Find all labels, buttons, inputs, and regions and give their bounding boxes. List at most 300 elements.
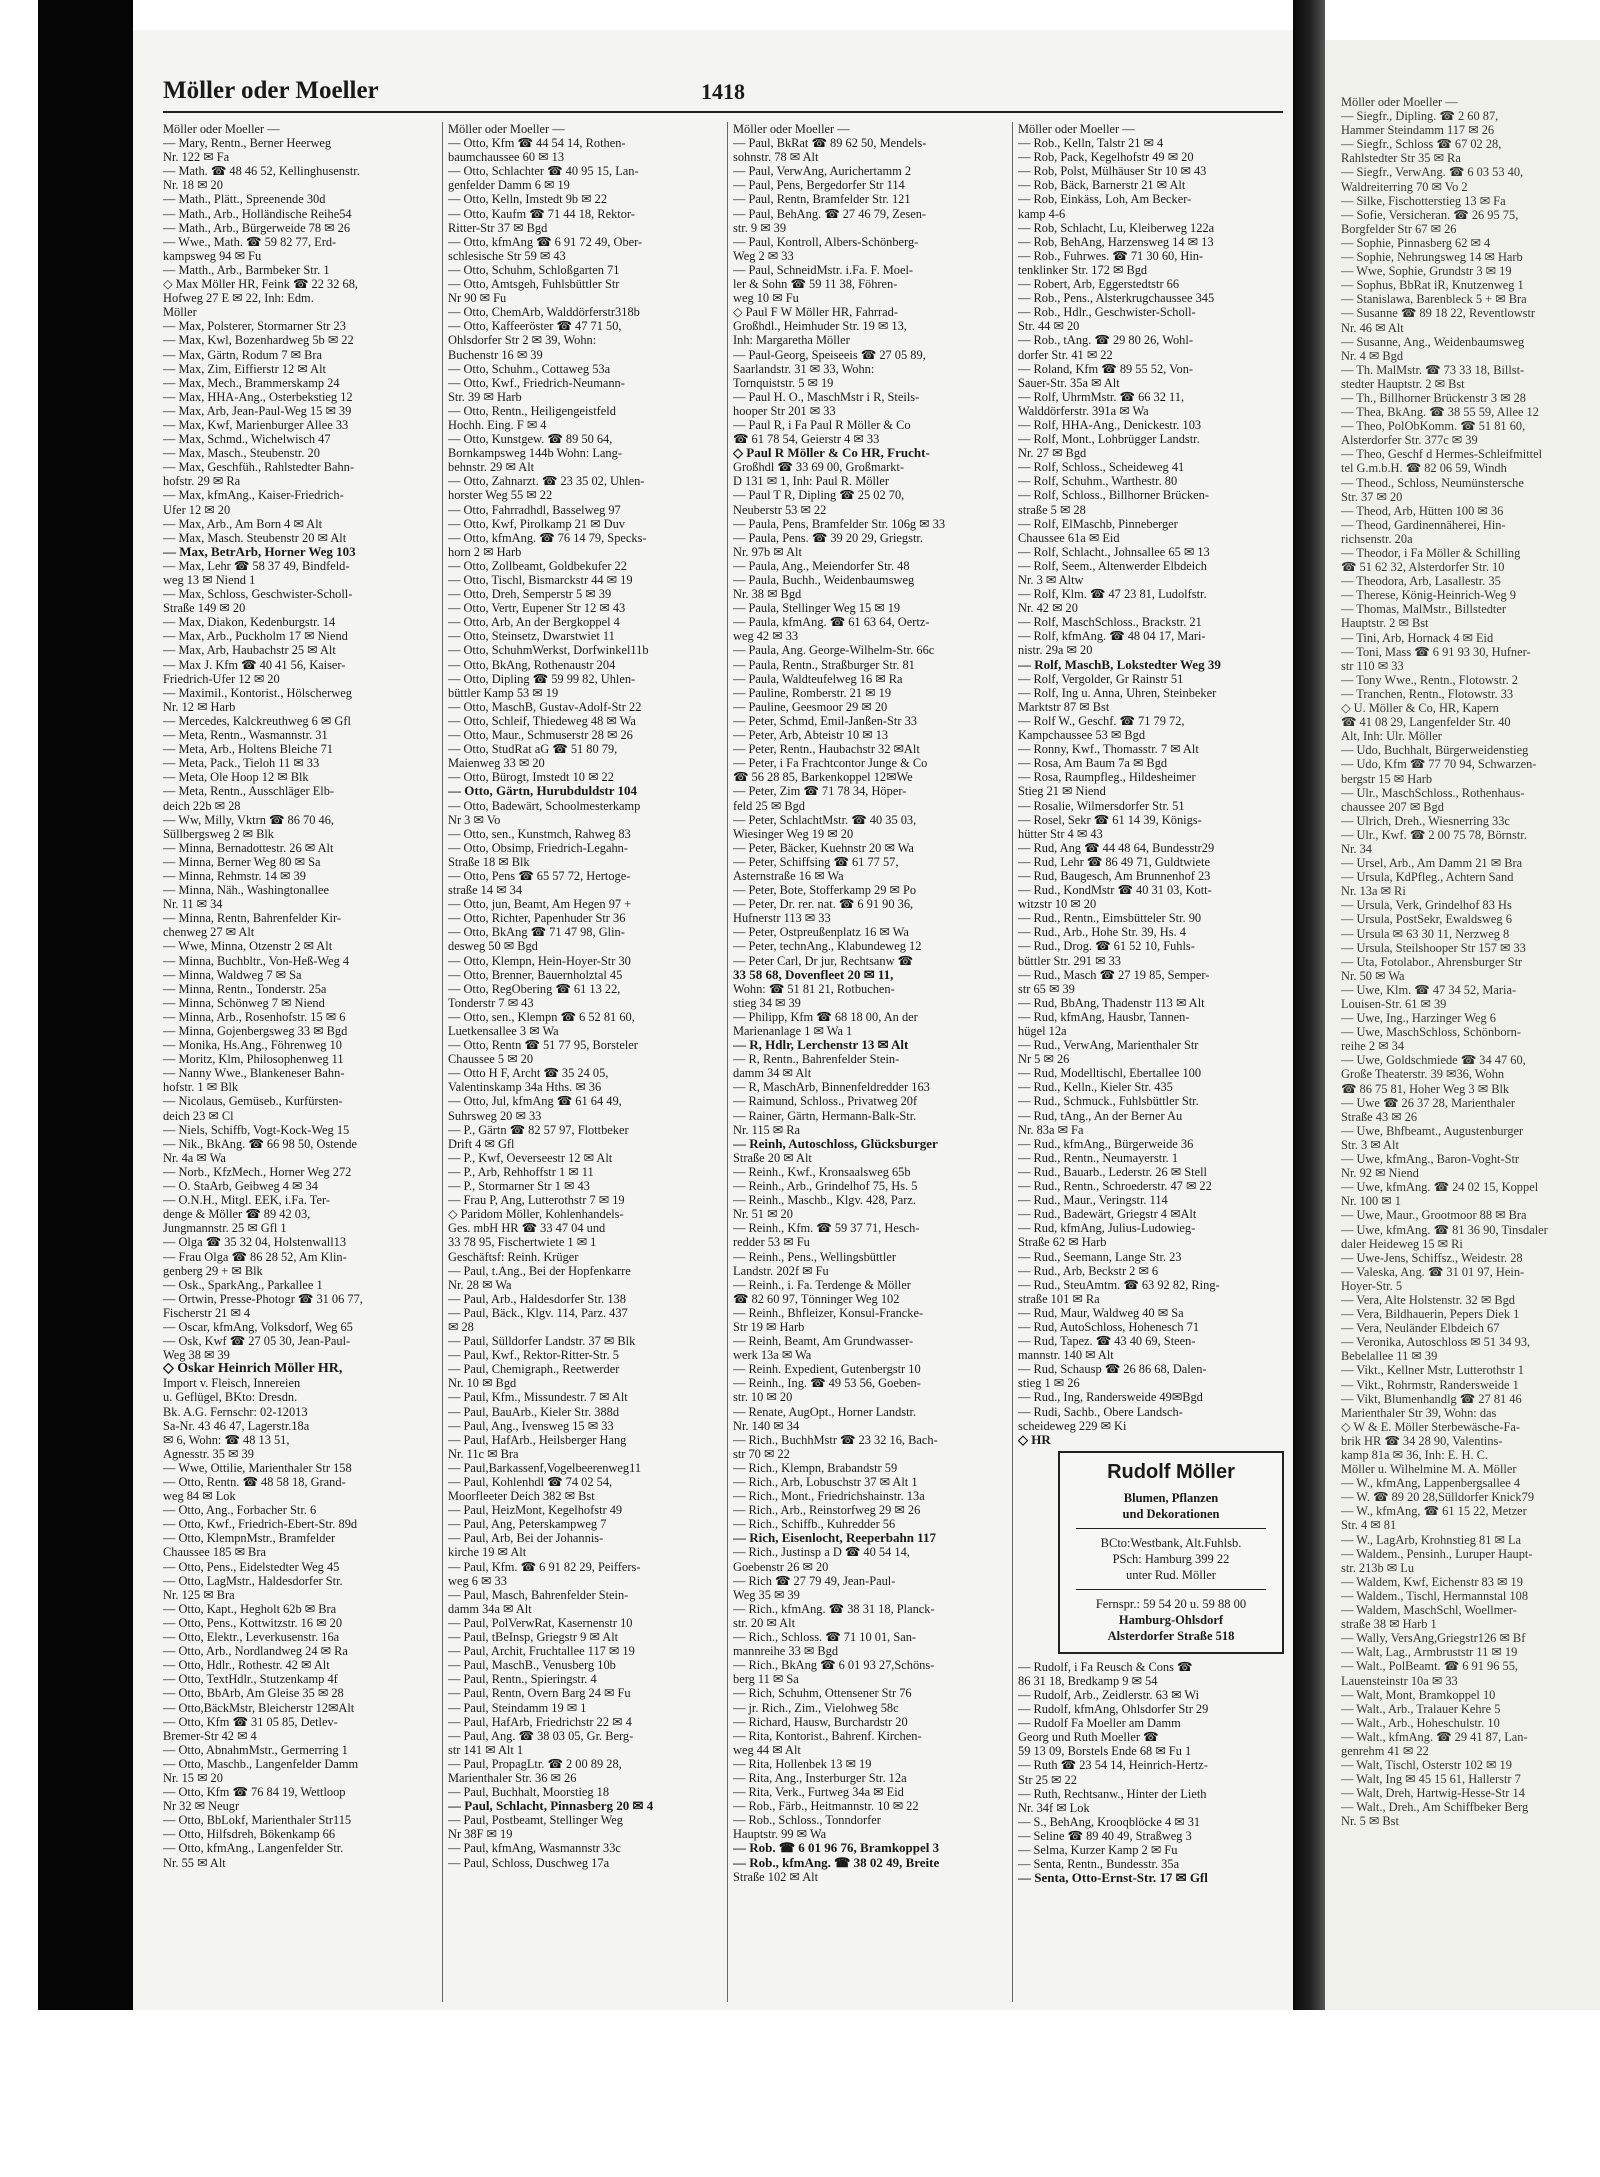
- ad-marker: ◇ HR: [1018, 1432, 1051, 1447]
- directory-entry-line: — Rob., Schloss., Tonndorfer: [733, 1813, 881, 1828]
- next-page-entry-line: — Walt, Mont, Bramkoppel 10: [1341, 1687, 1496, 1702]
- directory-entry-line: — Paul, Ang, Peterskampweg 7: [448, 1517, 607, 1532]
- directory-entry-line: Str 19 ✉ Harb: [733, 1319, 805, 1334]
- directory-entry-line: ✉ 28: [448, 1319, 474, 1334]
- directory-entry-line: — Peter, SchlachtMstr. ☎ 40 35 03,: [733, 812, 917, 827]
- ad-divider: [1076, 1528, 1266, 1529]
- directory-entry-line: sohnstr. 78 ✉ Alt: [733, 150, 819, 165]
- directory-entry-line: — Rich., Mont., Friedrichshainstr. 13a: [733, 1489, 925, 1504]
- next-page-entry-line: — Stanislawa, Barenbleck 5 + ✉ Bra: [1341, 292, 1527, 307]
- directory-entry-line: — Max, Lehr ☎ 58 37 49, Bindfeld-: [163, 558, 350, 573]
- directory-entry-line: — Rob, Schlacht, Lu, Kleiberweg 122a: [1018, 220, 1215, 235]
- directory-entry-line: tenklinker Str. 172 ✉ Bgd: [1018, 262, 1148, 277]
- directory-entry-line: — Max, Arb., Puckholm 17 ✉ Niend: [163, 629, 348, 644]
- directory-entry-line: stieg 34 ✉ 39: [733, 995, 801, 1010]
- next-page-entry-line: — Uwe, kfmAng. ☎ 81 36 90, Tinsdaler: [1341, 1222, 1548, 1237]
- directory-entry-line: Hufnerstr 113 ✉ 33: [733, 911, 831, 926]
- directory-entry-line: Nr. 42 ✉ 20: [1018, 601, 1078, 616]
- directory-entry-line: mannstr. 140 ✉ Alt: [1018, 1348, 1114, 1363]
- directory-entry-line: — Max, Gärtn, Rodum 7 ✉ Bra: [163, 347, 323, 362]
- directory-entry-line: — Otto, BkAng ☎ 71 47 98, Glin-: [448, 925, 625, 940]
- directory-entry-line: — Meta, Rentn., Ausschläger Elb-: [163, 784, 335, 799]
- directory-entry-line: — Rosa, Raumpfleg., Hildesheimer: [1018, 770, 1196, 785]
- next-page-entry-line: — Udo, Kfm ☎ 77 70 94, Schwarzen-: [1341, 757, 1537, 772]
- directory-entry-line: — Paul, MaschB., Venusberg 10b: [448, 1658, 616, 1673]
- directory-entry-line: Nr. 18 ✉ 20: [163, 178, 223, 193]
- next-page-entry-line: — Theo, PolObKomm. ☎ 51 81 60,: [1341, 419, 1526, 434]
- directory-entry-line: — Reinh, Beamt, Am Grundwasser-: [733, 1334, 914, 1349]
- directory-entry-line: — Paul, Postbeamt, Stellinger Weg: [448, 1813, 623, 1828]
- directory-entry-line: — Rich., kfmAng. ☎ 38 31 18, Planck-: [733, 1601, 935, 1616]
- directory-entry-line: — Minna, Arb., Rosenhofstr. 15 ✉ 6: [163, 1009, 346, 1024]
- directory-entry-line: Import v. Fleisch, Innereien: [163, 1376, 301, 1391]
- next-page-entry-line: bergstr 15 ✉ Harb: [1341, 771, 1433, 786]
- directory-entry-line: Kampchaussee 53 ✉ Bgd: [1018, 728, 1146, 743]
- directory-entry-line: u. Geflügel, BKto: Dresdn.: [163, 1390, 298, 1405]
- directory-entry-line: — R, MaschArb, Binnenfeldredder 163: [733, 1080, 930, 1095]
- directory-entry-line: Großhdl., Heimhuder Str. 19 ✉ 13,: [733, 319, 907, 334]
- next-page-entry-line: stedter Hauptstr. 2 ✉ Bst: [1341, 376, 1465, 391]
- directory-entry-line: — Paul, Rentn, Overn Barg 24 ✉ Fu: [448, 1686, 631, 1701]
- directory-entry-line: nistr. 29a ✉ 20: [1018, 643, 1093, 658]
- directory-entry-line: — Robert, Arb, Eggerstedtstr 66: [1018, 277, 1180, 292]
- next-page-entry-line: — Sophus, BbRat iR, Knutzenweg 1: [1341, 278, 1524, 293]
- directory-entry-line: — Otto, ChemArb, Walddörferstr318b: [448, 305, 640, 320]
- directory-entry-line: — Senta, Otto-Ernst-Str. 17 ✉ Gfl: [1018, 1871, 1208, 1886]
- next-page-entry-line: — Siegfr., VerwAng. ☎ 6 03 53 40,: [1341, 165, 1524, 180]
- directory-entry-line: — Ruth ☎ 23 54 14, Heinrich-Hertz-: [1018, 1758, 1208, 1773]
- next-page-entry-line: — Ulr., Kwf. ☎ 2 00 75 78, Börnstr.: [1341, 827, 1527, 842]
- directory-entry-line: kamp 4-6: [1018, 206, 1066, 221]
- directory-entry-line: Sa-Nr. 43 46 47, Lagerstr.18a: [163, 1418, 310, 1433]
- directory-entry-line: — Rolf, MaschB, Lokstedter Weg 39: [1018, 657, 1221, 672]
- directory-entry-line: — Reinh., Kwf., Kronsaalsweg 65b: [733, 1164, 911, 1179]
- next-page-entry-line: — Theod, Gardinennäherei, Hin-: [1341, 517, 1506, 532]
- directory-entry-line: — Otto, Zollbeamt, Goldbekufer 22: [448, 558, 627, 573]
- directory-entry-line: — Rita, Ang., Insterburger Str. 12a: [733, 1770, 907, 1785]
- directory-entry-line: — Rob., Kelln, Talstr 21 ✉ 4: [1018, 136, 1164, 151]
- directory-entry-line: — Max, Schmd., Wichelwisch 47: [163, 432, 331, 447]
- directory-entry-line: — Rolf, Mont., Lohbrügger Landstr.: [1018, 432, 1200, 447]
- next-page-entry-line: — Tranchen, Rentn., Flotowstr. 33: [1341, 686, 1514, 701]
- directory-entry-line: — Reinh. Expedient, Gutenbergstr 10: [733, 1362, 921, 1377]
- directory-entry-line: — Rolf W., Geschf. ☎ 71 79 72,: [1018, 713, 1185, 728]
- next-page-entry-line: Str. 3 ✉ Alt: [1341, 1137, 1399, 1152]
- directory-entry-line: — Max, Arb, Haubachstr 25 ✉ Alt: [163, 643, 336, 658]
- directory-entry-line: Straße 149 ✉ 20: [163, 601, 246, 616]
- directory-entry-line: Georg und Ruth Moeller ☎: [1018, 1730, 1159, 1745]
- next-page-entry-line: — Waldem., Pensinh., Luruper Haupt-: [1341, 1546, 1533, 1561]
- directory-entry-line: — Rud., Kelln., Kieler Str. 435: [1018, 1080, 1173, 1095]
- directory-entry-line: — Rud., Schmuck., Fuhlsbüttler Str.: [1018, 1094, 1199, 1109]
- directory-entry-line: Nr. 4a ✉ Wa: [163, 1150, 226, 1165]
- next-page-entry-line: kamp 81a ✉ 36, Inh: E. H. C.: [1341, 1448, 1489, 1462]
- directory-entry-line: Nr. 34f ✉ Lok: [1018, 1800, 1090, 1815]
- directory-entry-line: — Otto, BkAng, Rothenaustr 204: [448, 657, 616, 672]
- directory-entry-line: — Osk., SparkAng., Parkallee 1: [163, 1277, 323, 1292]
- directory-entry-line: — Otto, Kapt., Hegholt 62b ✉ Bra: [163, 1601, 337, 1616]
- directory-entry-line: — Rud., Seemann, Lange Str. 23: [1018, 1249, 1182, 1264]
- next-page-entry-line: — Toni, Mass ☎ 6 91 93 30, Hufner-: [1341, 644, 1531, 659]
- next-page-entry-line: — Ursula, KdPfleg., Achtern Sand: [1341, 870, 1514, 885]
- directory-entry-line: — Paul, Arb., Haldesdorfer Str. 138: [448, 1291, 626, 1306]
- directory-entry-line: — Rudolf Fa Moeller am Damm: [1018, 1716, 1181, 1731]
- next-page-entry-line: — Th. MalMstr. ☎ 73 33 18, Billst-: [1341, 362, 1525, 377]
- directory-entry-line: — Otto, Steinsetz, Dwarstwiet 11: [448, 629, 615, 644]
- directory-entry-line: — Otto, Rentn. ☎ 48 58 18, Grand-: [163, 1475, 346, 1489]
- directory-entry-line: Nr. 3 ✉ Altw: [1018, 573, 1084, 587]
- directory-entry-line: — Paul, Sülldorfer Landstr. 37 ✉ Blk: [448, 1334, 636, 1349]
- directory-entry-line: — Peter, Schiffsing ☎ 61 77 57,: [733, 854, 899, 869]
- directory-entry-line: — Rob. ☎ 6 01 96 76, Bramkoppel 3: [733, 1841, 940, 1856]
- directory-entry-line: — Paul, PolVerwRat, Kasernenstr 10: [448, 1615, 633, 1630]
- directory-entry-line: Tornquiststr. 5 ✉ 19: [733, 375, 834, 390]
- page-number: 1418: [701, 79, 745, 104]
- next-page-entry-line: genrehm 41 ✉ 22: [1341, 1743, 1429, 1758]
- directory-entry-line: — Otto, Obsimp, Friedrich-Legahn-: [448, 840, 628, 855]
- directory-entry-line: — Rob., tAng. ☎ 29 80 26, Wohl-: [1018, 333, 1193, 348]
- next-page-entry-line: — Sophie, Pinnasberg 62 ✉ 4: [1341, 235, 1491, 250]
- next-page-entry-line: — Tini, Arb, Hornack 4 ✉ Eid: [1341, 630, 1494, 645]
- directory-entry-line: — Oscar, kfmAng, Volksdorf, Weg 65: [163, 1319, 353, 1334]
- directory-entry-line: — Minna, Schönweg 7 ✉ Niend: [163, 995, 325, 1010]
- directory-entry-line: — Paul, BehAng. ☎ 27 46 79, Zesen-: [733, 206, 927, 221]
- directory-entry-line: Ohlsdorfer Str 2 ✉ 39, Wohn:: [448, 333, 597, 348]
- directory-entry-line: — P., Arb, Rehhoffstr 1 ✉ 11: [448, 1164, 594, 1179]
- next-page-entry-line: — W. ☎ 89 20 28,Sülldorfer Knick79: [1341, 1490, 1535, 1505]
- next-page-entry-line: — Vera, Alte Holstenstr. 32 ✉ Bgd: [1341, 1292, 1515, 1307]
- directory-entry-line: schlesische Str 59 ✉ 43: [448, 248, 566, 263]
- directory-entry-line: — Rud., SteuAmtm. ☎ 63 92 82, Ring-: [1018, 1277, 1220, 1292]
- next-page-entry-line: chaussee 207 ✉ Bgd: [1341, 799, 1444, 814]
- directory-entry-line: — Otto, RegObering ☎ 61 13 22,: [448, 981, 621, 996]
- directory-entry-line: — Rud., Rentn., Eimsbütteler Str. 90: [1018, 911, 1202, 926]
- directory-entry-line: — Otto, Kwf., Friedrich-Neumann-: [448, 375, 625, 390]
- next-page-column: [1341, 95, 1600, 1829]
- next-page-entry-line: — Walt., Arb., Hoheschulstr. 10: [1341, 1715, 1500, 1730]
- directory-entry-line: Inh: Margaretha Möller: [733, 333, 850, 348]
- directory-entry-line: — Paul, SchneidMstr. i.Fa. F. Moel-: [733, 262, 914, 277]
- directory-entry-line: — Paul, HeizMont, Kegelhofstr 49: [448, 1503, 623, 1518]
- directory-entry-line: — Peter, technAng., Klabundeweg 12: [733, 939, 922, 954]
- directory-entry-line: — Otto, Klempn, Hein-Hoyer-Str 30: [448, 953, 631, 968]
- directory-entry-line: — Niels, Schiffb, Vogt-Kock-Weg 15: [163, 1122, 350, 1137]
- directory-entry-line: Wiesinger Weg 19 ✉ 20: [733, 826, 854, 841]
- directory-entry-line: weg 10 ✉ Fu: [733, 291, 799, 306]
- directory-entry-line: — Paul, Kfm., Missundestr. 7 ✉ Alt: [448, 1390, 628, 1405]
- directory-entry-line: — Selma, Kurzer Kamp 2 ✉ Fu: [1018, 1843, 1178, 1858]
- directory-entry-line: Straße 18 ✉ Blk: [448, 854, 530, 869]
- directory-entry-line: Nr. 55 ✉ Alt: [163, 1855, 226, 1870]
- directory-entry-line: Luetkensallee 3 ✉ Wa: [448, 1024, 559, 1038]
- directory-entry-line: — Rob., Färb., Heitmannstr. 10 ✉ 22: [733, 1799, 919, 1814]
- directory-entry-line: — Wwe., Math. ☎ 59 82 77, Erd-: [163, 234, 337, 249]
- next-page-entry-line: Hauptstr. 2 ✉ Bst: [1341, 616, 1429, 631]
- directory-entry-line: — Rolf, Schloss., Billhorner Brücken-: [1018, 488, 1210, 503]
- directory-entry-line: straße 5 ✉ 28: [1018, 502, 1086, 517]
- next-page-entry-line: reihe 2 ✉ 34: [1341, 1039, 1405, 1054]
- directory-entry-line: Geschäftsf: Reinh. Krüger: [448, 1249, 579, 1264]
- next-page-entry-line: straße 38 ✉ Harb 1: [1341, 1617, 1437, 1632]
- directory-entry-line: — Max, Zim, Eiffierstr 12 ✉ Alt: [163, 361, 326, 376]
- directory-entry-line: Marienthaler Str. 36 ✉ 26: [448, 1770, 577, 1785]
- directory-entry-line: Sauer-Str. 35a ✉ Alt: [1018, 375, 1120, 390]
- directory-entry-line: Buchenstr 16 ✉ 39: [448, 347, 543, 362]
- directory-entry-line: — Otto, Elektr., Leverkusenstr. 16a: [163, 1630, 340, 1645]
- directory-entry-line: — Otto, Vertr, Eupener Str 12 ✉ 43: [448, 601, 626, 616]
- directory-entry-line: — P., Stormarner Str 1 ✉ 43: [448, 1179, 590, 1194]
- directory-entry-line: — Rob., Fuhrwes. ☎ 71 30 60, Hin-: [1018, 248, 1204, 263]
- next-page-entry-line: Str. 4 ✉ 81: [1341, 1518, 1397, 1533]
- directory-entry-line: Nr. 11 ✉ 34: [163, 897, 223, 912]
- directory-entry-line: — Rud, BbAng, Thadenstr 113 ✉ Alt: [1018, 995, 1205, 1010]
- next-page-entry-line: — Uwe, MaschSchloss, Schönborn-: [1341, 1025, 1521, 1040]
- directory-entry-line: — Otto, SchuhmWerkst, Dorfwinkel11b: [448, 643, 649, 658]
- directory-entry-line: — Peter, Dr. rer. nat. ☎ 6 91 90 36,: [733, 897, 914, 912]
- directory-entry-line: witzstr 10 ✉ 20: [1018, 897, 1097, 912]
- directory-entry-line: str 141 ✉ Alt 1: [448, 1742, 524, 1757]
- next-page-entry-line: — Walt, Tischl, Osterstr 102 ✉ 19: [1341, 1758, 1512, 1773]
- directory-entry-line: — Rud., Drog. ☎ 61 52 10, Fuhls-: [1018, 939, 1195, 954]
- directory-entry-line: — Otto, Brenner, Bauernholztal 45: [448, 967, 623, 982]
- directory-entry-line: — Paul, Arb, Bei der Johannis-: [448, 1531, 604, 1546]
- directory-entry-line: Bk. A.G. Fernschr: 02-12013: [163, 1404, 308, 1419]
- directory-entry-line: D 131 ✉ 1, Inh: Paul R. Möller: [733, 474, 889, 489]
- next-page-entry-line: — Walt., Dreh., Am Schiffbeker Berg: [1341, 1800, 1529, 1815]
- directory-entry-line: Weg 2 ✉ 33: [733, 248, 794, 263]
- directory-entry-line: Ges. mbH HR ☎ 33 47 04 und: [448, 1221, 606, 1236]
- directory-entry-line: Möller oder Moeller —: [733, 122, 850, 136]
- directory-entry-line: — Moritz, Klm, Philosophenweg 11: [163, 1052, 344, 1067]
- directory-entry-line: — Rud, kfmAng, Hausbr, Tannen-: [1018, 1009, 1190, 1024]
- directory-entry-line: Nr. 122 ✉ Fa: [163, 150, 230, 165]
- directory-entry-line: Nr 90 ✉ Fu: [448, 291, 507, 306]
- directory-entry-line: — Math. ☎ 48 46 52, Kellinghusenstr.: [163, 164, 360, 179]
- directory-entry-line: — Rolf, MaschSchloss., Brackstr. 21: [1018, 615, 1202, 630]
- directory-entry-line: str. 20 ✉ Alt: [733, 1615, 796, 1630]
- next-page-entry-line: Nr. 5 ✉ Bst: [1341, 1814, 1399, 1829]
- next-page-entry-line: — Waldem, Kwf, Eichenstr 83 ✉ 19: [1341, 1574, 1523, 1589]
- next-page-entry-line: — Th., Billhorner Brückenstr 3 ✉ 28: [1341, 390, 1526, 405]
- running-head: Möller oder Moeller: [163, 77, 379, 104]
- next-page-entry-line: Nr. 34: [1341, 841, 1372, 856]
- directory-entry-line: — Paul, BauArb., Kieler Str. 388d: [448, 1404, 620, 1419]
- next-page-entry-line: brik HR ☎ 34 28 90, Valentins-: [1341, 1433, 1503, 1448]
- directory-entry-line: — Minna, Näh., Washingtonallee: [163, 883, 330, 898]
- directory-entry-line: ◇ Paul F W Möller HR, Fahrrad-: [733, 305, 898, 320]
- directory-entry-line: — Rita, Hollenbek 13 ✉ 19: [733, 1756, 872, 1771]
- directory-entry-line: 86 31 18, Bredkamp 9 ✉ 54: [1018, 1673, 1158, 1688]
- directory-entry-line: — Rosel, Sekr ☎ 61 14 39, Königs-: [1018, 812, 1202, 827]
- next-page-entry-line: ◇ W & E. Möller Sterbewäsche-Fa-: [1341, 1419, 1521, 1434]
- directory-entry-line: — Rud, kfmAng, Julius-Ludowieg-: [1018, 1221, 1196, 1236]
- directory-entry-line: — Ronny, Kwf., Thomasstr. 7 ✉ Alt: [1018, 742, 1199, 757]
- next-page-entry-line: — Wally, VersAng,Griegstr126 ✉ Bf: [1341, 1631, 1526, 1646]
- directory-entry-line: — Rolf, Seem., Altenwerder Elbdeich: [1018, 558, 1207, 573]
- directory-entry-line: Str. 39 ✉ Harb: [448, 389, 522, 404]
- directory-entry-line: Nr. 51 ✉ 20: [733, 1207, 793, 1222]
- next-page-entry-line: Alsterdorfer Str. 377c ✉ 39: [1341, 433, 1478, 448]
- directory-entry-line: — Rud, Schausp ☎ 26 86 68, Dalen-: [1018, 1362, 1207, 1377]
- directory-entry-line: — Otto, Badewärt, Schoolmesterkamp: [448, 798, 641, 813]
- directory-entry-line: — jr. Rich., Zim., Vielohweg 58c: [733, 1700, 899, 1715]
- directory-entry-line: — Otto, Hdlr., Rothestr. 42 ✉ Alt: [163, 1658, 330, 1673]
- directory-entry-line: — Philipp, Kfm ☎ 68 18 00, An der: [733, 1009, 918, 1024]
- next-page-entry-line: — Uwe, Goldschmiede ☎ 34 47 60,: [1341, 1053, 1526, 1068]
- directory-entry-line: — Rudolf, Arb., Zeidlerstr. 63 ✉ Wi: [1018, 1688, 1200, 1702]
- directory-entry-line: Asternstraße 16 ✉ Wa: [733, 868, 844, 883]
- directory-entry-line: — Otto, Kfm ☎ 76 84 19, Wettloop: [163, 1785, 346, 1800]
- directory-entry-line: — Rudolf, kfmAng, Ohlsdorfer Str 29: [1018, 1702, 1209, 1717]
- directory-entry-line: — Otto, sen., Klempn ☎ 6 52 81 60,: [448, 1009, 635, 1024]
- next-page-entry-line: — Ursula, Verk, Grindelhof 83 Hs: [1341, 898, 1512, 913]
- directory-entry-line: — Otto, kfmAng., Langenfelder Str.: [163, 1841, 344, 1856]
- directory-entry-line: — Minna, Gojenbergsweg 33 ✉ Bgd: [163, 1024, 348, 1038]
- directory-entry-line: str 65 ✉ 39: [1018, 981, 1075, 996]
- directory-entry-line: Ufer 12 ✉ 20: [163, 502, 231, 517]
- directory-entry-line: — Minna, Rentn, Bahrenfelder Kir-: [163, 911, 341, 926]
- next-page-entry-line: — W., kfmAng, Lappenbergsallee 4: [1341, 1476, 1521, 1491]
- directory-entry-line: — Paul, Steindamm 19 ✉ 1: [448, 1700, 587, 1715]
- next-page-entry-line: Nr. 100 ✉ 1: [1341, 1194, 1401, 1209]
- directory-entry-line: — Minna, Buchbltr., Von-Heß-Weg 4: [163, 953, 350, 968]
- directory-entry-line: Nr. 38 ✉ Bgd: [733, 587, 802, 602]
- directory-entry-line: — Ww, Milly, Vktrn ☎ 86 70 46,: [163, 812, 335, 827]
- next-page-entry-line: — Ursel, Arb., Am Damm 21 ✉ Bra: [1341, 856, 1523, 871]
- directory-entry-line: — Paul, Schloss, Duschweg 17a: [448, 1855, 610, 1870]
- next-page-entry-line: — Ulrich, Dreh., Wiesnerring 33c: [1341, 813, 1510, 828]
- directory-entry-line: straße 14 ✉ 34: [448, 883, 523, 898]
- directory-entry-line: — Wwe, Minna, Otzenstr 2 ✉ Alt: [163, 939, 333, 954]
- next-page-entry-line: — Tony Wwe., Rentn., Flotowstr. 2: [1341, 672, 1518, 687]
- directory-entry-line: — Rich., Schiffb., Kuhredder 56: [733, 1517, 896, 1532]
- directory-entry-line: — Otto, MaschB, Gustav-Adolf-Str 22: [448, 699, 642, 714]
- directory-entry-line: Möller oder Moeller —: [163, 122, 280, 136]
- ad-line: PSch: Hamburg 399 22: [1112, 1551, 1230, 1566]
- directory-entry-line: redder 53 ✉ Fu: [733, 1235, 810, 1250]
- next-page-entry-line: — Susanne ☎ 89 18 22, Reventlowstr: [1341, 306, 1536, 321]
- directory-entry-line: horn 2 ✉ Harb: [448, 544, 522, 559]
- directory-entry-line: — Otto, Gärtn, Hurubduldstr 104: [448, 784, 638, 799]
- directory-entry-line: — Otto, Hilfsdreh, Bökenkamp 66: [163, 1827, 336, 1842]
- directory-entry-line: — Paul, Pens, Bergedorfer Str 114: [733, 178, 905, 193]
- directory-entry-line: — Rob, Bäck, Barnerstr 21 ✉ Alt: [1018, 178, 1186, 193]
- directory-entry-line: — Otto, Kwf., Friedrich-Ebert-Str. 89d: [163, 1517, 358, 1532]
- directory-entry-line: — R, Hdlr, Lerchenstr 13 ✉ Alt: [733, 1038, 909, 1053]
- directory-entry-line: — Seline ☎ 89 40 49, Straßweg 3: [1018, 1828, 1192, 1843]
- directory-entry-line: — Math., Plätt., Spreenende 30d: [163, 192, 326, 207]
- directory-entry-line: ◇ Paul R Möller & Co HR, Frucht-: [733, 446, 930, 461]
- next-page-entry-line: — Uwe, kfmAng. ☎ 24 02 15, Koppel: [1341, 1180, 1539, 1195]
- directory-entry-line: — Otto, Zahnarzt. ☎ 23 35 02, Uhlen-: [448, 474, 645, 489]
- next-page-entry-line: Möller u. Wilhelmine M. A. Möller: [1341, 1462, 1517, 1477]
- directory-entry-line: — Otto, TextHdlr., Stutzenkamp 4f: [163, 1672, 338, 1687]
- directory-entry-line: Weg 35 ✉ 39: [733, 1587, 800, 1602]
- directory-entry-line: — Rud, AutoSchloss, Hohenesch 71: [1018, 1319, 1200, 1334]
- directory-entry-line: — Minna, Rehmstr. 14 ✉ 39: [163, 868, 306, 883]
- next-page-entry-line: — Uwe-Jens, Schiffsz., Weidestr. 28: [1341, 1250, 1523, 1265]
- directory-entry-line: Str 25 ✉ 22: [1018, 1772, 1077, 1787]
- directory-entry-line: — Max, Kwf, Marienburger Allee 33: [163, 417, 349, 432]
- directory-entry-line: — Paula, Pens. ☎ 39 20 29, Griegstr.: [733, 530, 923, 545]
- next-page-entry-line: Nr. 46 ✉ Alt: [1341, 320, 1404, 335]
- directory-entry-line: — Rolf, UhrmMstr. ☎ 66 32 11,: [1018, 389, 1185, 404]
- directory-entry-line: 59 13 09, Borstels Ende 68 ✉ Fu 1: [1018, 1744, 1192, 1759]
- directory-entry-line: — Otto, Kfm ☎ 44 54 14, Rothen-: [448, 136, 626, 151]
- directory-entry-line: — Maximil., Kontorist., Hölscherweg: [163, 685, 352, 700]
- ad-line: Alsterdorfer Straße 518: [1107, 1628, 1235, 1643]
- directory-entry-line: Nr. 97b ✉ Alt: [733, 544, 802, 559]
- directory-entry-line: — Paula, Pens, Bramfelder Str. 106g ✉ 33: [733, 516, 946, 531]
- next-page-entry-line: — Theod, Arb, Hütten 100 ✉ 36: [1341, 503, 1504, 518]
- next-page-entry-line: — Walt., kfmAng. ☎ 29 41 87, Lan-: [1341, 1729, 1528, 1744]
- directory-entry-line: Straße 20 ✉ Alt: [733, 1150, 812, 1165]
- directory-entry-line: — Rob, Polst, Mülhäuser Str 10 ✉ 43: [1018, 164, 1207, 179]
- directory-entry-line: denge & Möller ☎ 89 42 03,: [163, 1207, 311, 1222]
- directory-entry-line: — Otto, Arb, An der Bergkoppel 4: [448, 615, 620, 630]
- directory-entry-line: — Peter, Arb, Abteistr 10 ✉ 13: [733, 728, 889, 743]
- directory-entry-line: str. 9 ✉ 39: [733, 220, 787, 235]
- directory-entry-line: genfelder Damm 6 ✉ 19: [448, 178, 570, 193]
- directory-entry-line: büttler Kamp 53 ✉ 19: [448, 685, 559, 700]
- directory-entry-line: — Peter, Zim ☎ 71 78 34, Höper-: [733, 784, 907, 799]
- next-page-entry-line: — Sofie, Versicheran. ☎ 26 95 75,: [1341, 207, 1519, 222]
- next-page-entry-line: — Uwe, Ing., Harzinger Weg 6: [1341, 1011, 1496, 1026]
- directory-entry-line: — Paul, Buchhalt, Moorstieg 18: [448, 1785, 610, 1800]
- next-page-entry-line: — Ursula, Steilshooper Str 157 ✉ 33: [1341, 940, 1526, 955]
- directory-entry-line: — Peter, Ostpreußenplatz 16 ✉ Wa: [733, 925, 909, 940]
- directory-entry-line: — Senta, Rentn., Bundesstr. 35a: [1018, 1857, 1180, 1872]
- next-page-entry-line: str. 213b ✉ Lu: [1341, 1560, 1415, 1575]
- directory-entry-line: — R, Rentn., Bahrenfelder Stein-: [733, 1052, 900, 1067]
- next-page-entry-line: Waldreiterring 70 ✉ Vo 2: [1341, 179, 1468, 194]
- directory-entry-line: — Reinh., Bhfleizer, Konsul-Francke-: [733, 1305, 924, 1320]
- next-page-entry-line: — W., kfmAng, ☎ 61 15 22, Metzer: [1341, 1504, 1527, 1519]
- directory-entry-line: Suhrsweg 20 ✉ 33: [448, 1108, 542, 1123]
- next-page-entry-line: — Siegfr., Dipling. ☎ 2 60 87,: [1341, 109, 1499, 124]
- directory-entry-line: — Otto, Dreh, Semperstr 5 ✉ 39: [448, 587, 612, 602]
- directory-entry-line: Drift 4 ✉ Gfl: [448, 1136, 515, 1151]
- ad-line: Blumen, Pflanzen: [1123, 1490, 1219, 1505]
- directory-entry-line: Nr. 15 ✉ 20: [163, 1770, 223, 1785]
- next-page-entry-line: — Walt, Ing ✉ 45 15 61, Hallerstr 7: [1341, 1772, 1521, 1787]
- directory-entry-line: — Richard, Hausw, Burchardstr 20: [733, 1714, 908, 1729]
- directory-entry-line: — Rud., Badewärt, Griegstr 4 ✉Alt: [1018, 1207, 1197, 1222]
- directory-entry-line: — Minna, Waldweg 7 ✉ Sa: [163, 967, 302, 982]
- directory-entry-line: ☎ 61 78 54, Geierstr 4 ✉ 33: [733, 432, 880, 447]
- directory-entry-line: str 70 ✉ 22: [733, 1446, 790, 1461]
- directory-entry-line: — Paul, kfmAng, Wasmannstr 33c: [448, 1841, 621, 1856]
- directory-entry-line: Nr. 115 ✉ Ra: [733, 1122, 801, 1137]
- directory-column-1: [163, 122, 435, 2002]
- next-page-entry-line: — Uta, Fotolabor., Ahrensburger Str: [1341, 954, 1523, 969]
- next-page-entry-line: Str. 37 ✉ 20: [1341, 489, 1403, 504]
- next-page-entry-line: — Theodor, i Fa Möller & Schilling: [1341, 546, 1521, 560]
- next-page-entry-line: Nr. 50 ✉ Wa: [1341, 968, 1405, 983]
- directory-entry-line: — Rolf, Schlacht., Johnsallee 65 ✉ 13: [1018, 544, 1210, 559]
- directory-entry-line: Nr 3 ✉ Vo: [448, 812, 501, 827]
- next-page-entry-line: ☎ 41 08 29, Langenfelder Str. 40: [1341, 715, 1511, 730]
- next-page-entry-line: tel G.m.b.H. ☎ 82 06 59, Windh: [1341, 461, 1507, 476]
- next-page-partial: [1325, 40, 1600, 2010]
- directory-entry-line: ler & Sohn ☎ 59 11 38, Föhren-: [733, 277, 898, 292]
- directory-entry-line: — Osk, Kwf ☎ 27 05 30, Jean-Paul-: [163, 1334, 351, 1349]
- directory-entry-line: Maienweg 33 ✉ 20: [448, 756, 545, 771]
- directory-entry-line: — Rob, Pack, Kegelhofstr 49 ✉ 20: [1018, 150, 1194, 165]
- directory-entry-line: — Olga ☎ 35 32 04, Holstenwall13: [163, 1235, 347, 1250]
- directory-entry-line: ◇ Oskar Heinrich Möller HR,: [163, 1362, 343, 1377]
- directory-entry-line: — Ortwin, Presse-Photogr ☎ 31 06 77,: [163, 1291, 363, 1306]
